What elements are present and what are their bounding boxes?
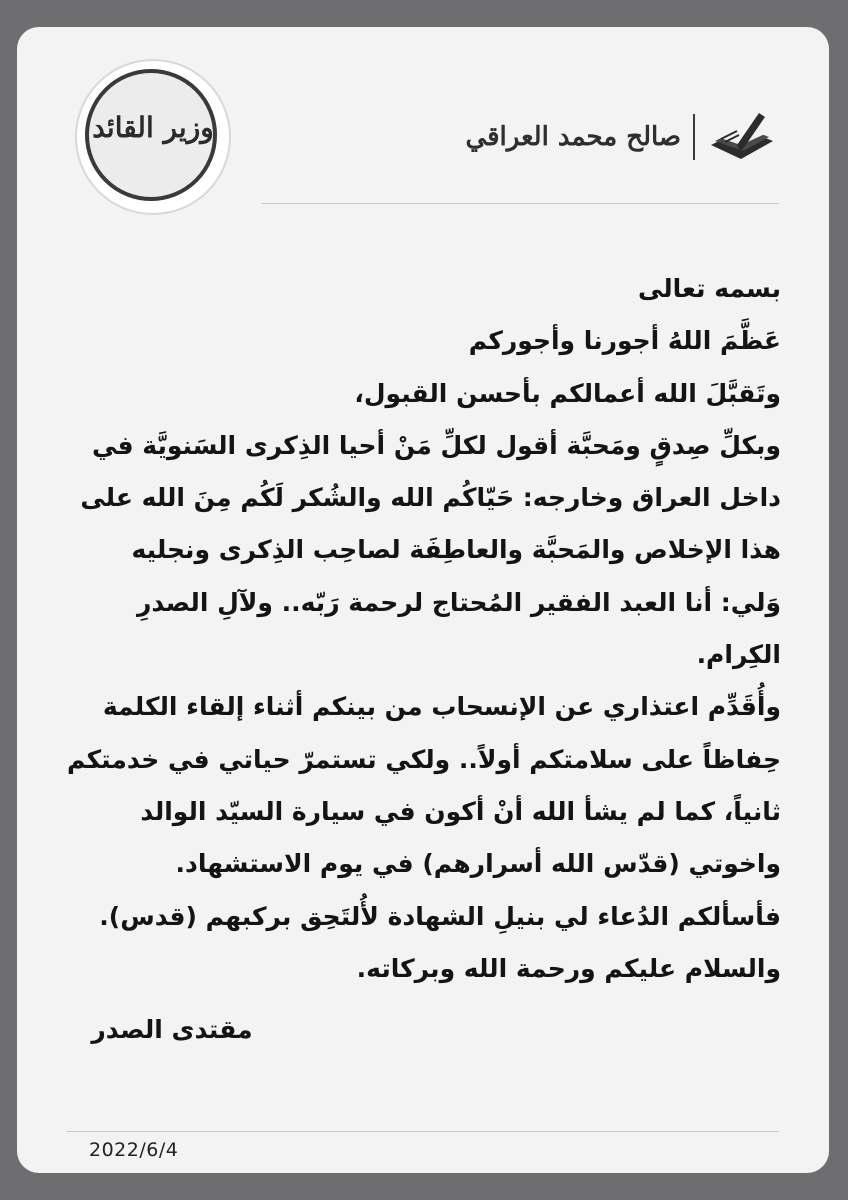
letter-line: وبكلِّ صِدقٍ ومَحبَّة أقول لكلِّ مَنْ أحيا الذِكرى السَنويَّة في (91, 430, 781, 460)
pen-book-icon (707, 107, 777, 167)
letter-line: هذا الإخلاص والمَحبَّة والعاطِفَة لصاحِب الذِكرى ونجليه (131, 535, 781, 565)
letter-line: فأسألكم الدُعاء لي بنيلِ الشهادة لأُلتَحِق بركبهم (قدس). (99, 901, 781, 931)
letter-line: واخوتي (قدّس الله أسرارهم) في يوم الاستشهاد. (175, 849, 781, 879)
letter-line: ثانياً، كما لم يشأ الله أنْ أكون في سيارة السيّد الوالد (140, 796, 781, 826)
seal-logo (77, 61, 229, 213)
letter-page (17, 27, 829, 1173)
header-divider (262, 203, 779, 204)
letter-line: وتَقبَّلَ الله أعمالكم بأحسن القبول، (354, 378, 781, 408)
logo-name: صالح محمد العراقي (465, 122, 681, 152)
signature: مقتدى الصدر (91, 1015, 253, 1044)
letter-date: 2022/6/4 (89, 1139, 179, 1161)
letter-line: الكِرام. (696, 640, 781, 670)
letter-line: وَلي: أنا العبد الفقير المُحتاج لرحمة رَبّه.. ولآلِ الصدرِ (136, 587, 781, 617)
letter-line: بسمه تعالى (637, 274, 781, 303)
logo-divider (693, 114, 695, 160)
author-logo (465, 101, 777, 173)
letter-line: والسلام عليكم ورحمة الله وبركاته. (356, 953, 781, 983)
letter-line: عَظَّمَ اللهُ أجورنا وأجوركم (468, 326, 781, 356)
letter-line: حِفاظاً على سلامتكم أولاً.. ولكي تستمرّ حياتي في خدمتكم (67, 744, 781, 774)
letter-line: داخل العراق وخارجه: حَيّاكُم الله والشُكر لَكُم مِنَ الله على (80, 483, 781, 513)
letter-body (65, 263, 781, 995)
footer-divider (67, 1131, 779, 1132)
letter-line: وأُقَدِّم اعتذاري عن الإنسحاب من بينكم أثناء إلقاء الكلمة (102, 692, 781, 722)
seal-text: وزير القائد (92, 111, 214, 144)
